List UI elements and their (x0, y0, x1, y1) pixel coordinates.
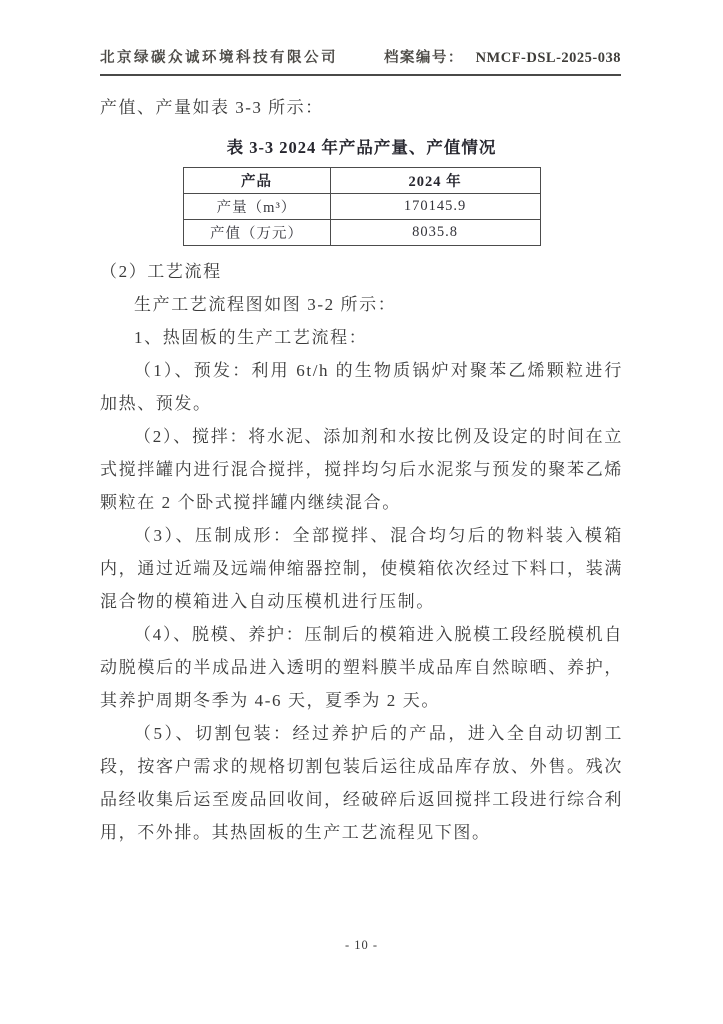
table-header-year-2024: 2024 年 (330, 168, 540, 194)
paragraph-flow-diagram-ref: 生产工艺流程图如图 3-2 所示： (134, 295, 397, 314)
page-number: - 10 - (344, 938, 379, 952)
cell-value-value: 8035.8 (330, 220, 540, 246)
paragraph-block (100, 255, 623, 849)
table-title: 表 3-3 2024 年产品产量、产值情况 (226, 138, 497, 157)
paragraph-board-process-heading: 1、热固板的生产工艺流程： (134, 328, 368, 347)
page-header (100, 46, 621, 76)
document-body (100, 86, 623, 849)
table-header-row (183, 168, 540, 194)
paragraph-step-1-pre-expansion: （1）、预发：利用 6t/h 的生物质锅炉对聚苯乙烯颗粒进行加热、预发。 (100, 361, 623, 413)
production-output-table (183, 167, 541, 246)
paragraph-step-2-mixing: （2）、搅拌：将水泥、添加剂和水按比例及设定的时间在立式搅拌罐内进行混合搅拌，搅拌均匀后水泥浆与预发的聚苯乙烯颗粒在 2 个卧式搅拌罐内继续混合。 (100, 427, 623, 512)
archive-number-value: NMCF-DSL-2025-038 (475, 50, 621, 66)
paragraph-process-flow-heading: （2）工艺流程 (100, 262, 222, 281)
table-row-value (183, 220, 540, 246)
intro-line: 产值、产量如表 3-3 所示： (100, 98, 324, 117)
archive-number-label: 档案编号： (383, 50, 464, 66)
cell-output-value: 170145.9 (330, 194, 540, 220)
page-footer (0, 938, 723, 953)
header-company-name: 北京绿碳众诚环境科技有限公司 (100, 50, 338, 66)
table-row-output (183, 194, 540, 220)
cell-value-label: 产值（万元） (183, 220, 330, 246)
cell-output-label: 产量（m³） (183, 194, 330, 220)
paragraph-step-3-pressing: （3）、压制成形：全部搅拌、混合均匀后的物料装入模箱内，通过近端及远端伸缩器控制，使模箱依次经过下料口，装满混合物的模箱进入自动压模机进行压制。 (100, 526, 623, 611)
paragraph-step-4-demolding-curing: （4）、脱模、养护：压制后的模箱进入脱模工段经脱模机自动脱模后的半成品进入透明的塑料膜半成品库自然晾晒、养护，其养护周期冬季为 4-6 天，夏季为 2 天。 (100, 625, 623, 710)
paragraph-step-5-cutting-packing: （5）、切割包装：经过养护后的产品，进入全自动切割工段，按客户需求的规格切割包装后运往成品库存放、外售。残次品经收集后运至废品回收间，经破碎后返回搅拌工段进行综合利用，不外排。其热固板的生产工艺流程见下图。 (100, 724, 623, 842)
header-archive (384, 46, 621, 67)
table-header-product: 产品 (183, 168, 330, 194)
